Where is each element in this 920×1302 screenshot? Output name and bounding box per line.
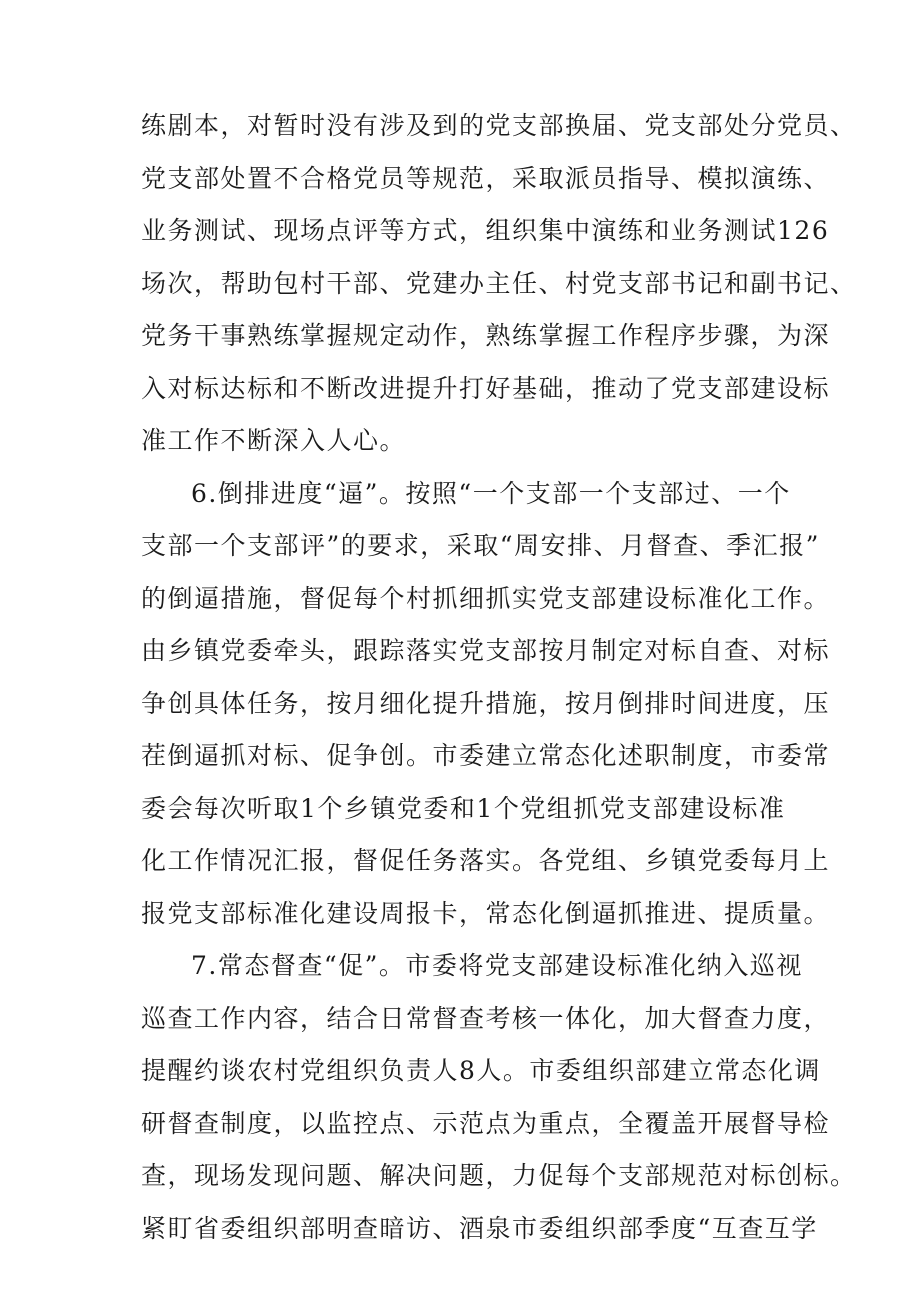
text-line: 查，现场发现问题、解决问题，力促每个支部规范对标创标。 bbox=[141, 1161, 857, 1190]
text-line: 茬倒逼抓对标、促争创。市委建立常态化述职制度，市委常 bbox=[141, 741, 831, 770]
text-line: 由乡镇党委牵头，跟踪落实党支部按月制定对标自查、对标 bbox=[141, 636, 831, 665]
text-line: 党支部处置不合格党员等规范，采取派员指导、模拟演练、 bbox=[141, 163, 831, 193]
text-line: 巡查工作内容，结合日常督查考核一体化，加大督查力度， bbox=[141, 1003, 831, 1033]
text-line: 化工作情况汇报，督促任务落实。各党组、乡镇党委每月上 bbox=[141, 846, 831, 875]
text-line: 7.常态督查“促”。市委将党支部建设标准化纳入巡视 bbox=[191, 951, 803, 980]
text-line: 支部一个支部评”的要求，采取“周安排、月督查、季汇报” bbox=[141, 531, 820, 560]
text-line: 业务测试、现场点评等方式，组织集中演练和业务测试126 bbox=[141, 216, 830, 245]
body-text bbox=[141, 100, 857, 1255]
text-line: 报党支部标准化建设周报卡，常态化倒逼抓推进、提质量。 bbox=[141, 898, 831, 928]
text-line: 准工作不断深入人心。 bbox=[141, 426, 407, 455]
text-line: 紧盯省委组织部明查暗访、酒泉市委组织部季度“互查互学 bbox=[141, 1213, 818, 1243]
text-line: 党务干事熟练掌握规定动作，熟练掌握工作程序步骤，为深 bbox=[141, 321, 831, 350]
text-line: 研督查制度，以监控点、示范点为重点，全覆盖开展督导检 bbox=[141, 1108, 831, 1138]
text-line: 6.倒排进度“逼”。按照“一个支部一个支部过、一个 bbox=[191, 478, 791, 508]
text-line: 练剧本，对暂时没有涉及到的党支部换届、党支部处分党员、 bbox=[141, 111, 857, 140]
text-line: 委会每次听取1个乡镇党委和1个党组抓党支部建设标准 bbox=[141, 793, 786, 823]
text-line: 提醒约谈农村党组织负责人8人。市委组织部建立常态化调 bbox=[141, 1056, 821, 1085]
text-line: 的倒逼措施，督促每个村抓细抓实党支部建设标准化工作。 bbox=[141, 583, 831, 613]
text-line: 入对标达标和不断改进提升打好基础，推动了党支部建设标 bbox=[141, 373, 831, 403]
text-line: 场次，帮助包村干部、党建办主任、村党支部书记和副书记、 bbox=[141, 268, 857, 298]
text-line: 争创具体任务，按月细化提升措施，按月倒排时间进度，压 bbox=[141, 688, 831, 718]
